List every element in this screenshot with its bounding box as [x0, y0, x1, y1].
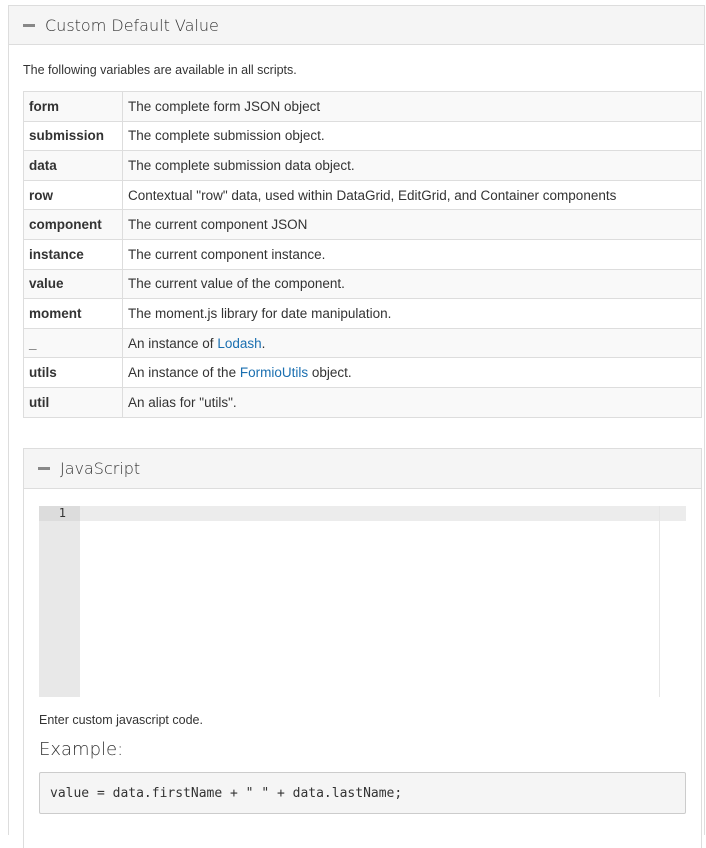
- javascript-panel-header[interactable]: [24, 449, 701, 489]
- lodash-link[interactable]: Lodash: [217, 335, 262, 351]
- print-margin: [659, 506, 660, 697]
- variable-name: utils: [24, 358, 123, 388]
- custom-default-value-panel: [8, 5, 705, 835]
- variable-name: _: [24, 328, 123, 358]
- variable-description: [123, 358, 702, 388]
- table-row: [24, 239, 702, 269]
- description-suffix: object.: [308, 365, 352, 381]
- variable-name: value: [24, 269, 123, 299]
- table-row: [24, 328, 702, 358]
- example-code-block: value = data.firstName + " " + data.lastName;: [39, 772, 686, 814]
- code-editor[interactable]: [39, 506, 686, 697]
- variable-name: component: [24, 210, 123, 240]
- variable-name: submission: [24, 121, 123, 151]
- variable-description: Contextual "row" data, used within DataGrid, EditGrid, and Container components: [123, 180, 702, 210]
- collapse-minus-icon[interactable]: [38, 467, 50, 470]
- table-row: [24, 387, 702, 417]
- table-row: [24, 92, 702, 122]
- panel-title: Custom Default Value: [45, 15, 219, 35]
- javascript-panel-title: JavaScript: [60, 459, 141, 478]
- variable-name: instance: [24, 239, 123, 269]
- table-row: [24, 358, 702, 388]
- variable-description: An alias for "utils".: [123, 387, 702, 417]
- variable-description: The complete form JSON object: [123, 92, 702, 122]
- variable-description: The complete submission data object.: [123, 151, 702, 181]
- custom-default-value-header[interactable]: [9, 6, 704, 45]
- variable-description: The complete submission object.: [123, 121, 702, 151]
- variable-name: moment: [24, 299, 123, 329]
- table-row: [24, 151, 702, 181]
- line-number: 1: [39, 506, 80, 521]
- table-row: [24, 180, 702, 210]
- variable-name: form: [24, 92, 123, 122]
- description-prefix: An instance of: [128, 335, 218, 351]
- variable-description: The current component instance.: [123, 239, 702, 269]
- description-prefix: An instance of the: [128, 365, 240, 381]
- formioutils-link[interactable]: FormioUtils: [239, 365, 309, 381]
- variable-description: [123, 328, 702, 358]
- code-input-area[interactable]: [80, 521, 659, 697]
- help-text: Enter custom javascript code.: [39, 713, 203, 727]
- table-row: [24, 299, 702, 329]
- example-title: Example:: [39, 739, 124, 760]
- variable-description: The current value of the component.: [123, 269, 702, 299]
- description-suffix: .: [261, 335, 266, 351]
- table-row: [24, 121, 702, 151]
- variable-name: util: [24, 387, 123, 417]
- variables-table: [23, 91, 702, 418]
- active-line-highlight[interactable]: [80, 506, 686, 521]
- variable-name: row: [24, 180, 123, 210]
- collapse-minus-icon[interactable]: [23, 24, 35, 27]
- variable-description: The current component JSON: [123, 210, 702, 240]
- intro-text: The following variables are available in all scripts.: [23, 63, 297, 77]
- table-row: [24, 269, 702, 299]
- table-row: [24, 210, 702, 240]
- editor-gutter: [39, 506, 80, 697]
- variable-description: The moment.js library for date manipulation.: [123, 299, 702, 329]
- javascript-panel: [23, 448, 702, 848]
- variable-name: data: [24, 151, 123, 181]
